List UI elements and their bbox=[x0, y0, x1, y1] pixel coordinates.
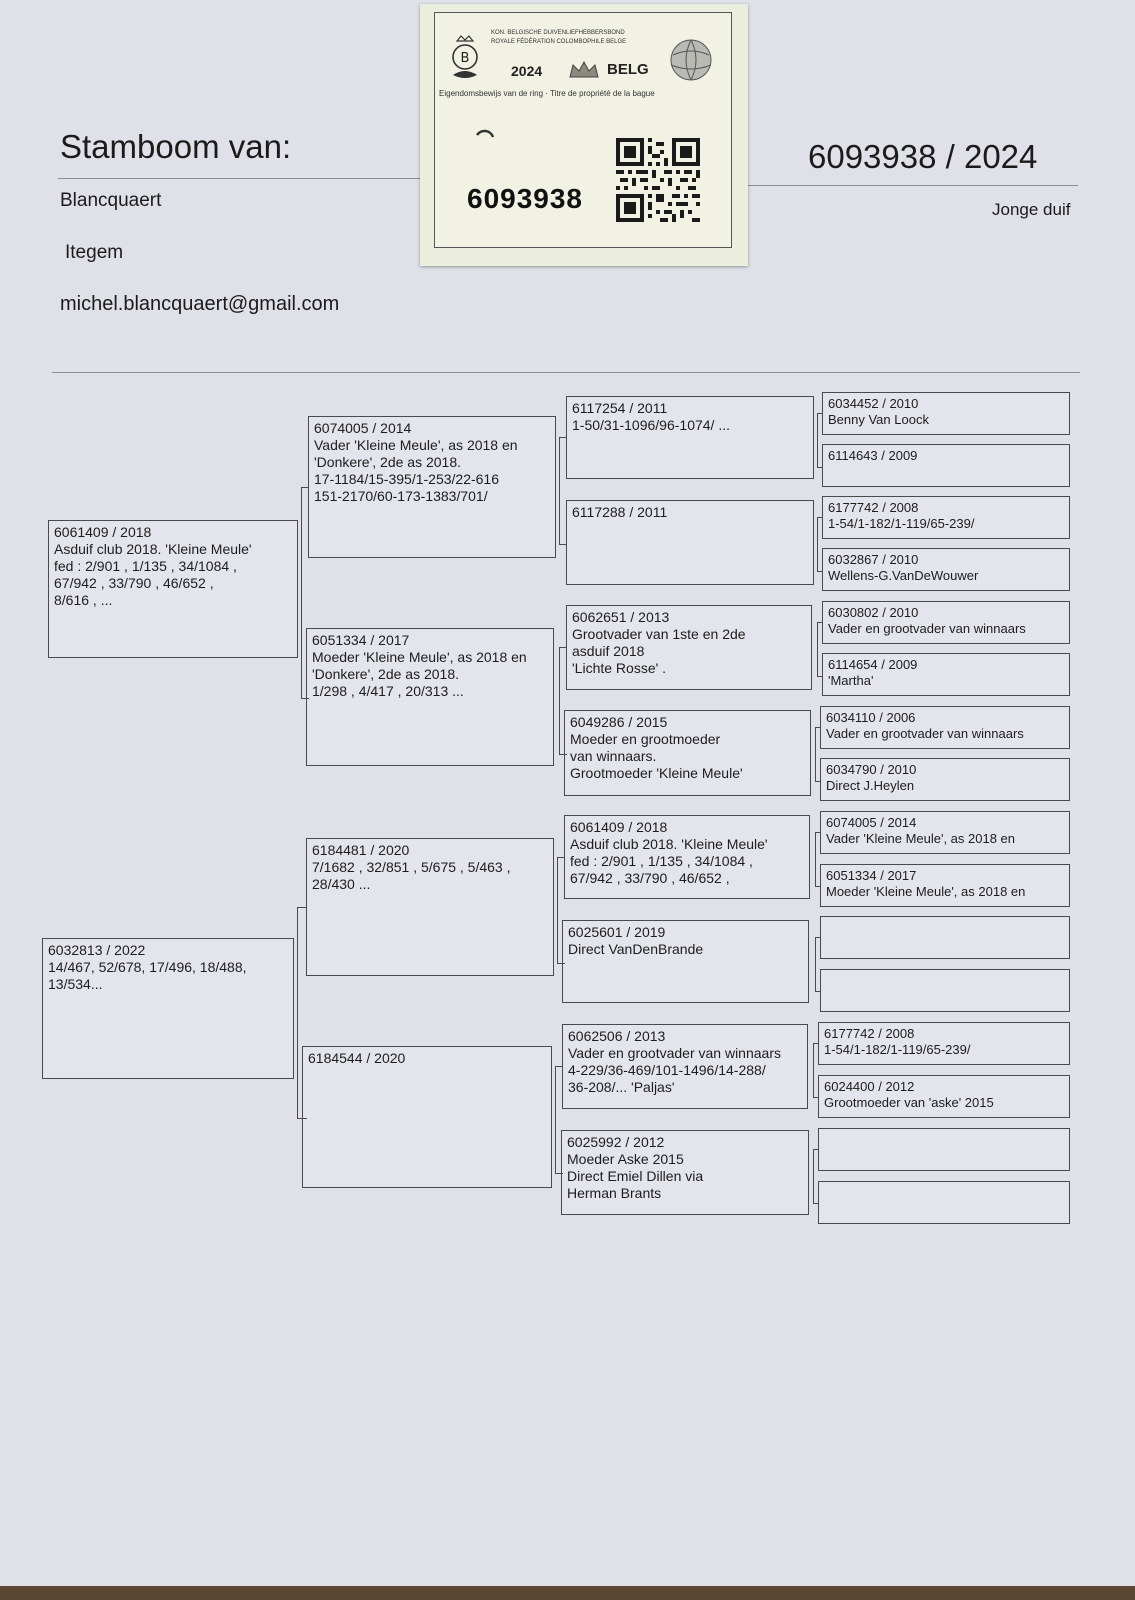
gg-grandparent-box-3 bbox=[822, 496, 1070, 539]
gg-grandparent-box-8 bbox=[820, 758, 1070, 801]
globe-icon bbox=[663, 37, 719, 83]
box-line: 6061409 / 2018 bbox=[570, 819, 668, 835]
logo-letter: B bbox=[460, 51, 470, 66]
ring-number-printed: 6093938 bbox=[467, 183, 584, 214]
header-rule-right bbox=[748, 185, 1078, 186]
page-title: Stamboom van: bbox=[60, 128, 292, 165]
great-grandparent-box-2 bbox=[566, 500, 814, 585]
great-grandparent-box-1 bbox=[566, 396, 814, 479]
box-line: Vader 'Kleine Meule', as 2018 en bbox=[314, 437, 518, 453]
box-line: Vader 'Kleine Meule', as 2018 en bbox=[826, 831, 1016, 846]
box-line: 6117288 / 2011 bbox=[572, 504, 668, 520]
owner-name: Blancquaert bbox=[60, 190, 162, 211]
box-line: 6034790 / 2010 bbox=[826, 762, 917, 777]
box-line: 151-2170/60-173-1383/701/ bbox=[314, 488, 488, 504]
grandparent-box-2 bbox=[306, 628, 554, 766]
box-line: 6032813 / 2022 bbox=[48, 942, 146, 958]
box-line: Benny Van Loock bbox=[828, 412, 929, 427]
box-line: 'Donkere', 2de as 2018. bbox=[314, 454, 461, 470]
box-line: 1/298 , 4/417 , 20/313 ... bbox=[312, 683, 464, 699]
federation-name-fr: ROYALE FÉDÉRATION COLOMBOPHILE BELGE bbox=[491, 39, 627, 45]
box-line: 36-208/... 'Paljas' bbox=[568, 1079, 675, 1095]
great-grandparent-box-7 bbox=[562, 1024, 808, 1109]
box-line: 'Donkere', 2de as 2018. bbox=[312, 666, 459, 682]
box-line: 6114654 / 2009 bbox=[828, 657, 918, 672]
box-line: 6184481 / 2020 bbox=[312, 842, 410, 858]
connector bbox=[559, 647, 567, 755]
parent-box-sire bbox=[48, 520, 298, 658]
box-line: 'Lichte Rosse' . bbox=[572, 660, 667, 676]
connector bbox=[555, 1066, 563, 1174]
gg-grandparent-box-2 bbox=[822, 444, 1070, 487]
connector bbox=[817, 517, 823, 572]
box-line: 8/616 , ... bbox=[54, 592, 113, 608]
gg-grandparent-box-5 bbox=[822, 601, 1070, 644]
gg-grandparent-box-9 bbox=[820, 811, 1070, 854]
gg-grandparent-box-7 bbox=[820, 706, 1070, 749]
box-line: van winnaars. bbox=[570, 748, 657, 764]
hologram-mark-icon bbox=[473, 127, 497, 151]
box-line: 67/942 , 33/790 , 46/652 , bbox=[570, 870, 730, 886]
box-line: Vader en grootvader van winnaars bbox=[826, 726, 1024, 741]
box-line: Grootvader van 1ste en 2de bbox=[572, 626, 746, 642]
box-line: Asduif club 2018. 'Kleine Meule' bbox=[570, 836, 768, 852]
box-line: 7/1682 , 32/851 , 5/675 , 5/463 , bbox=[312, 859, 511, 875]
box-line: 6034110 / 2006 bbox=[826, 710, 916, 725]
box-line: 6051334 / 2017 bbox=[312, 632, 410, 648]
box-line: fed : 2/901 , 1/135 , 34/1084 , bbox=[570, 853, 753, 869]
header-rule-left bbox=[58, 178, 428, 179]
box-line: 1-54/1-182/1-119/65-239/ bbox=[824, 1042, 971, 1057]
box-line: 6025601 / 2019 bbox=[568, 924, 666, 940]
box-line: 6032867 / 2010 bbox=[828, 552, 919, 567]
box-line: Wellens-G.VanDeWouwer bbox=[828, 568, 979, 583]
crown-icon bbox=[567, 59, 601, 81]
box-line: Moeder Aske 2015 bbox=[567, 1151, 684, 1167]
box-line: 6030802 / 2010 bbox=[828, 605, 919, 620]
box-line: Grootmoeder 'Kleine Meule' bbox=[570, 765, 743, 781]
box-line: 17-1184/15-395/1-253/22-616 bbox=[314, 471, 500, 487]
box-line: asduif 2018 bbox=[572, 643, 645, 659]
box-line: Direct VanDenBrande bbox=[568, 941, 704, 957]
box-line: fed : 2/901 , 1/135 , 34/1084 , bbox=[54, 558, 237, 574]
box-line: Direct Emiel Dillen via bbox=[567, 1168, 704, 1184]
ring-certificate-frame bbox=[434, 12, 732, 248]
gg-grandparent-box-10 bbox=[820, 864, 1070, 907]
connector bbox=[815, 832, 821, 887]
great-grandparent-box-4 bbox=[564, 710, 811, 796]
pigeon-category: Jonge duif bbox=[992, 200, 1071, 219]
federation-name-nl: KON. BELGISCHE DUIVENLIEFHEBBERSBOND bbox=[491, 30, 625, 36]
grandparent-box-1 bbox=[308, 416, 556, 558]
box-line: 6074005 / 2014 bbox=[314, 420, 412, 436]
connector bbox=[301, 487, 309, 699]
box-line: 6184544 / 2020 bbox=[308, 1050, 406, 1066]
gg-grandparent-box-15 bbox=[818, 1128, 1070, 1171]
parent-box-dam bbox=[42, 938, 294, 1079]
box-line: 1-50/31-1096/96-1074/ ... bbox=[572, 417, 731, 433]
grandparent-box-3 bbox=[306, 838, 554, 976]
gg-grandparent-box-1 bbox=[822, 392, 1070, 435]
gg-grandparent-box-12 bbox=[820, 969, 1070, 1012]
connector bbox=[559, 437, 567, 545]
connector bbox=[297, 907, 307, 1119]
great-grandparent-box-6 bbox=[562, 920, 809, 1003]
gg-grandparent-box-14 bbox=[818, 1075, 1070, 1118]
box-line: Herman Brants bbox=[567, 1185, 662, 1201]
connector bbox=[815, 937, 821, 992]
connector bbox=[557, 857, 565, 964]
box-line: Moeder 'Kleine Meule', as 2018 en bbox=[312, 649, 527, 665]
grandparent-box-4 bbox=[302, 1046, 552, 1188]
box-line: 6062651 / 2013 bbox=[572, 609, 670, 625]
box-line: Direct J.Heylen bbox=[826, 778, 915, 793]
box-line: 6117254 / 2011 bbox=[572, 400, 668, 416]
box-line: 6177742 / 2008 bbox=[824, 1026, 915, 1041]
box-line: 6049286 / 2015 bbox=[570, 714, 668, 730]
box-line: Asduif club 2018. 'Kleine Meule' bbox=[54, 541, 252, 557]
ring-year: 2024 bbox=[511, 63, 543, 79]
box-line: 6114643 / 2009 bbox=[828, 448, 918, 463]
box-line: 6177742 / 2008 bbox=[828, 500, 919, 515]
federation-logo-icon bbox=[447, 33, 483, 85]
box-line: 4-229/36-469/101-1496/14-288/ bbox=[568, 1062, 766, 1078]
gg-grandparent-box-4 bbox=[822, 548, 1070, 591]
great-grandparent-box-5 bbox=[564, 815, 810, 899]
box-line: Moeder en grootmoeder bbox=[570, 731, 721, 747]
box-line: Moeder 'Kleine Meule', as 2018 en bbox=[826, 884, 1026, 899]
federation-name bbox=[491, 29, 626, 47]
box-line: 6062506 / 2013 bbox=[568, 1028, 666, 1044]
qr-code-icon bbox=[616, 137, 700, 223]
box-line: 'Martha' bbox=[828, 673, 874, 688]
connector bbox=[817, 413, 823, 468]
box-line: 6025992 / 2012 bbox=[567, 1134, 665, 1150]
box-line: 6061409 / 2018 bbox=[54, 524, 152, 540]
box-line: 6051334 / 2017 bbox=[826, 868, 917, 883]
connector bbox=[813, 1149, 819, 1204]
gg-grandparent-box-6 bbox=[822, 653, 1070, 696]
ownership-note: Eigendomsbewijs van de ring · Titre de propriété de la bague bbox=[439, 89, 655, 98]
box-line: 1-54/1-182/1-119/65-239/ bbox=[828, 516, 975, 531]
box-line: 6034452 / 2010 bbox=[828, 396, 919, 411]
connector bbox=[813, 1043, 819, 1098]
ring-certificate bbox=[420, 4, 748, 266]
box-line: Grootmoeder van 'aske' 2015 bbox=[824, 1095, 994, 1110]
box-line: 6024400 / 2012 bbox=[824, 1079, 915, 1094]
great-grandparent-box-8 bbox=[561, 1130, 809, 1215]
gg-grandparent-box-11 bbox=[820, 916, 1070, 959]
box-line: 6074005 / 2014 bbox=[826, 815, 917, 830]
ring-number: 6093938 / 2024 bbox=[808, 138, 1038, 175]
ring-country: BELG bbox=[607, 61, 649, 78]
box-line: 28/430 ... bbox=[312, 876, 371, 892]
connector bbox=[815, 727, 821, 782]
connector bbox=[817, 622, 823, 677]
great-grandparent-box-3 bbox=[566, 605, 812, 690]
box-line: Vader en grootvader van winnaars bbox=[568, 1045, 781, 1061]
section-divider bbox=[52, 372, 1080, 373]
owner-city: Itegem bbox=[65, 242, 124, 263]
gg-grandparent-box-13 bbox=[818, 1022, 1070, 1065]
box-line: 13/534... bbox=[48, 976, 103, 992]
gg-grandparent-box-16 bbox=[818, 1181, 1070, 1224]
box-line: Vader en grootvader van winnaars bbox=[828, 621, 1026, 636]
box-line: 14/467, 52/678, 17/496, 18/488, bbox=[48, 959, 247, 975]
owner-email: michel.blancquaert@gmail.com bbox=[60, 293, 340, 315]
box-line: 67/942 , 33/790 , 46/652 , bbox=[54, 575, 214, 591]
